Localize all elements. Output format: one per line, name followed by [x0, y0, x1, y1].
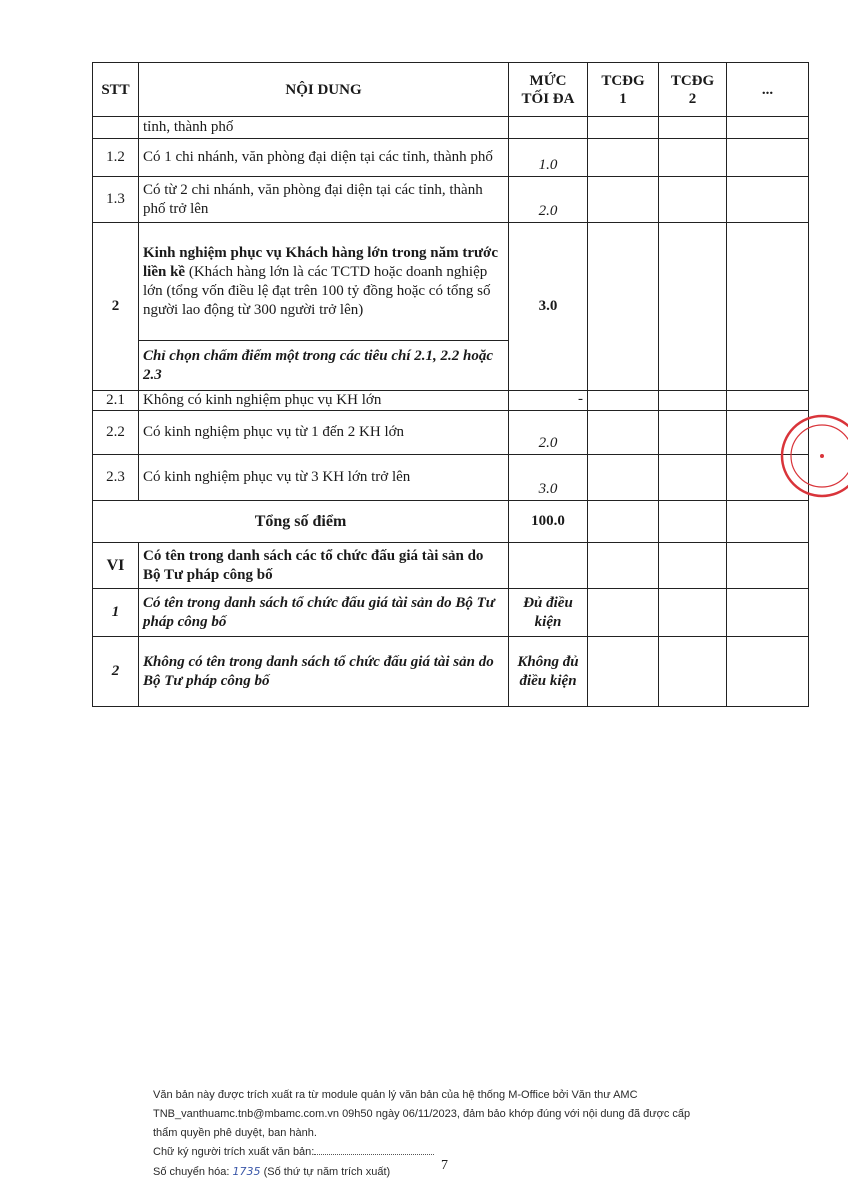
- table-row: [93, 411, 809, 455]
- row-content: Có kinh nghiệm phục vụ từ 1 đến 2 KH lớn: [139, 411, 509, 455]
- header-content: NỘI DUNG: [139, 63, 509, 117]
- table-row: [93, 455, 809, 501]
- row-max-score: 3.0: [509, 455, 588, 501]
- header-max-score: MỨC TỐI ĐA: [509, 63, 588, 117]
- table-row: [93, 637, 809, 707]
- row-stt: 2: [93, 223, 139, 391]
- page-number: 7: [441, 1158, 448, 1173]
- total-score: 100.0: [509, 501, 588, 543]
- row-stt: VI: [93, 543, 139, 589]
- row-stt: 1.2: [93, 139, 139, 177]
- footer-line-3: thẩm quyền phê duyệt, ban hành.: [153, 1127, 317, 1139]
- row-content: Có tên trong danh sách tổ chức đấu giá tài sản do Bộ Tư pháp công bố: [139, 589, 509, 637]
- row-max-score: 3.0: [509, 223, 588, 391]
- table-row: [93, 589, 809, 637]
- digitize-number: 1735: [232, 1165, 261, 1178]
- row-content: Có từ 2 chi nhánh, văn phòng đại diện tại các tỉnh, thành phố trở lên: [139, 177, 509, 223]
- footer-digitize-line: Số chuyển hóa: 1735 (Số thứ tự năm trích xuất): [153, 1165, 391, 1178]
- row-content: Có kinh nghiệm phục vụ từ 3 KH lớn trở lên: [139, 455, 509, 501]
- header-more: ...: [727, 63, 809, 117]
- stamp-seal-icon: [752, 408, 848, 504]
- row-content: Không có kinh nghiệm phục vụ KH lớn: [139, 391, 509, 411]
- total-row: [93, 501, 809, 543]
- table-row: [93, 139, 809, 177]
- total-label: Tổng số điểm: [93, 501, 509, 543]
- row-content: tỉnh, thành phố: [139, 117, 509, 139]
- row-note: Chỉ chọn chấm điểm một trong các tiêu chí 2.1, 2.2 hoặc 2.3: [139, 341, 509, 391]
- row-stt: 2: [93, 637, 139, 707]
- row-content: Có 1 chi nhánh, văn phòng đại diện tại các tỉnh, thành phố: [139, 139, 509, 177]
- footer-signature-line: Chữ ký người trích xuất văn bản:: [153, 1143, 733, 1162]
- row-max-score: 2.0: [509, 411, 588, 455]
- table-row: [93, 391, 809, 411]
- section-row: [93, 543, 809, 589]
- row-content: Kinh nghiệm phục vụ Khách hàng lớn trong năm trước liền kề (Khách hàng lớn là các TCTD hoặc doanh nghiệp lớn (tổng vốn điều lệ đạt trên 100 tỷ đồng hoặc có tổng số người lao động từ 300 người trở lên): [139, 223, 509, 341]
- row-stt: 1: [93, 589, 139, 637]
- row-max-score: 1.0: [509, 139, 588, 177]
- header-tcdg1: TCĐG 1: [588, 63, 659, 117]
- row-max-score: Đủ điều kiện: [509, 589, 588, 637]
- footer-line-2: TNB_vanthuamc.tnb@mbamc.com.vn 09h50 ngày 06/11/2023, đảm bảo khớp đúng với nội dung đã được cấp: [153, 1108, 691, 1120]
- row-stt: 2.1: [93, 391, 139, 411]
- row-content: Có tên trong danh sách các tổ chức đấu giá tài sản do Bộ Tư pháp công bố: [139, 543, 509, 589]
- row-max-score: 2.0: [509, 177, 588, 223]
- row-stt: 2.2: [93, 411, 139, 455]
- row-content: Không có tên trong danh sách tổ chức đấu giá tài sản do Bộ Tư pháp công bố: [139, 637, 509, 707]
- row-max-score: Không đủ điều kiện: [509, 637, 588, 707]
- row-stt: 1.3: [93, 177, 139, 223]
- header-row: [93, 63, 809, 117]
- footer-line-1: Văn bản này được trích xuất ra từ module quản lý văn bản của hệ thống M-Office bởi Văn thư AMC: [153, 1089, 638, 1101]
- header-tcdg2: TCĐG 2: [659, 63, 727, 117]
- evaluation-table: [92, 62, 809, 707]
- table-row: [93, 117, 809, 139]
- row-stt: 2.3: [93, 455, 139, 501]
- header-stt: STT: [93, 63, 139, 117]
- row-max-score: -: [509, 391, 588, 411]
- table-row: [93, 177, 809, 223]
- table-row: [93, 223, 809, 341]
